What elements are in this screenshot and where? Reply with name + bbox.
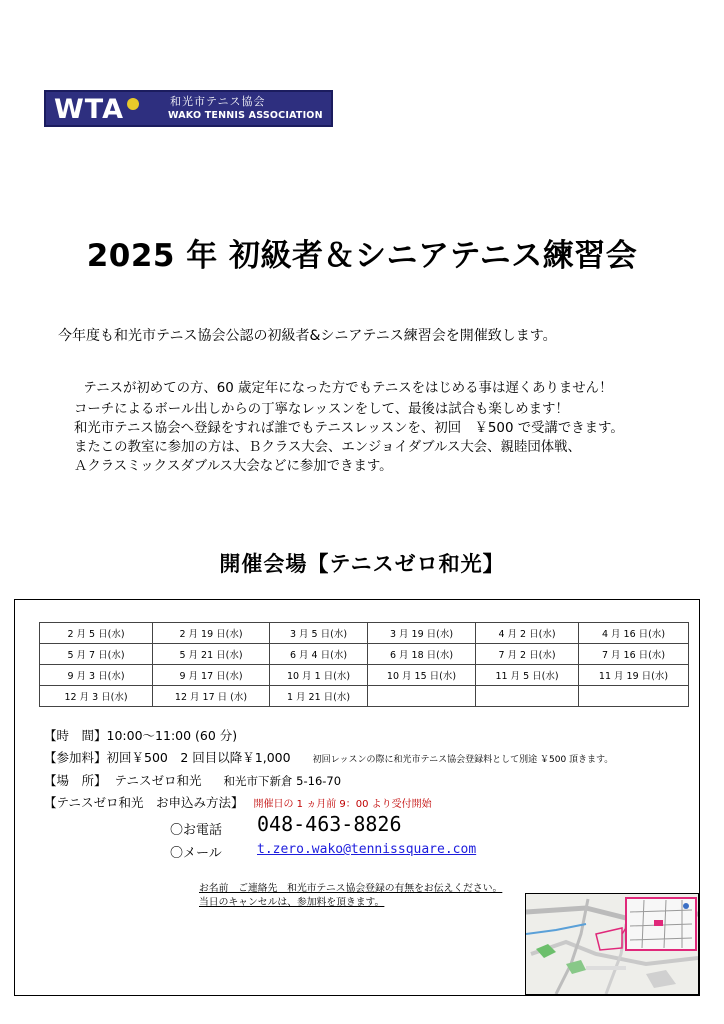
- phone-label: 〇お電話: [170, 823, 223, 838]
- schedule-date: 2 月 19 日(水): [153, 623, 270, 644]
- schedule-date: 7 月 2 日(水): [476, 644, 579, 665]
- fee-label: 【参加料】: [44, 750, 107, 765]
- table-row: [40, 686, 689, 707]
- time-row: [44, 726, 237, 744]
- apply-row: [44, 793, 432, 811]
- place-row: [44, 771, 341, 789]
- page-title: 2025 年 初級者＆シニアテニス練習会: [86, 238, 638, 274]
- note-line: お名前 ご連絡先 和光市テニス協会登録の有無をお伝えください。: [199, 883, 503, 894]
- fee-row: [44, 748, 613, 766]
- apply-label: 【テニスゼロ和光 お申込み方法】: [44, 795, 244, 810]
- description-line: Ａクラスミックスダブルス大会などに参加できます。: [74, 459, 393, 474]
- schedule-date: 7 月 16 日(水): [579, 644, 689, 665]
- schedule-date: 5 月 7 日(水): [40, 644, 153, 665]
- fee-note: 初回レッスンの際に和光市テニス協会登録料として別途 ￥500 頂きます。: [312, 755, 614, 765]
- schedule-date: 3 月 19 日(水): [368, 623, 476, 644]
- table-row: [40, 665, 689, 686]
- phone-number[interactable]: 048-463-8826: [257, 812, 402, 836]
- schedule-date: [579, 686, 689, 707]
- schedule-date: 4 月 16 日(水): [579, 623, 689, 644]
- schedule-date: 10 月 15 日(水): [368, 665, 476, 686]
- schedule-date: 4 月 2 日(水): [476, 623, 579, 644]
- schedule-table: [39, 622, 689, 707]
- schedule-date: 6 月 18 日(水): [368, 644, 476, 665]
- schedule-date: 9 月 17 日(水): [153, 665, 270, 686]
- schedule-date: 10 月 1 日(水): [270, 665, 368, 686]
- description-line: コーチによるボール出しからの丁寧なレッスンをして、最後は試合も楽しめます！: [74, 402, 569, 417]
- schedule-date: 12 月 17 日 (水): [153, 686, 270, 707]
- email-link[interactable]: t.zero.wako@tennissquare.com: [257, 842, 477, 857]
- schedule-date: 11 月 19 日(水): [579, 665, 689, 686]
- logo-en-name: WAKO TENNIS ASSOCIATION: [168, 110, 323, 121]
- schedule-date: 2 月 5 日(水): [40, 623, 153, 644]
- intro-text: 今年度も和光市テニス協会公認の初級者&シニアテニス練習会を開催致します。: [58, 328, 557, 344]
- time-value: 10:00～11:00 (60 分): [106, 728, 238, 743]
- place-value: テニスゼロ和光: [114, 773, 202, 788]
- schedule-date: 5 月 21 日(水): [153, 644, 270, 665]
- table-row: [40, 644, 689, 665]
- schedule-date: 9 月 3 日(水): [40, 665, 153, 686]
- schedule-date: 12 月 3 日(水): [40, 686, 153, 707]
- wta-logo: [44, 90, 333, 127]
- tennis-ball-icon: [127, 98, 139, 110]
- schedule-date: 11 月 5 日(水): [476, 665, 579, 686]
- schedule-date: 1 月 21 日(水): [270, 686, 368, 707]
- place-address: 和光市下新倉 5-16-70: [223, 774, 342, 788]
- map-image: [526, 894, 698, 994]
- schedule-date: 3 月 5 日(水): [270, 623, 368, 644]
- description-line: またこの教室に参加の方は、Ｂクラス大会、エンジョイダブルス大会、親睦団体戦、: [74, 440, 581, 455]
- schedule-date: [476, 686, 579, 707]
- access-map: [525, 893, 699, 995]
- logo-mark: WTA: [54, 94, 124, 125]
- table-row: [40, 623, 689, 644]
- apply-note: 開催日の 1 ヵ月前 9：00 より受付開始: [253, 799, 432, 810]
- fee-value: 初回￥500 2 回目以降￥1,000: [106, 750, 291, 765]
- schedule-date: 6 月 4 日(水): [270, 644, 368, 665]
- note-line: 当日のキャンセルは、参加料を頂きます。: [199, 897, 385, 908]
- place-label: 【場 所】: [44, 773, 107, 788]
- time-label: 【時 間】: [44, 728, 107, 743]
- schedule-date: [368, 686, 476, 707]
- venue-heading: 開催会場【テニスゼロ和光】: [219, 552, 505, 576]
- mail-label: 〇メール: [170, 846, 222, 861]
- description-line: 和光市テニス協会へ登録をすれば誰でもテニスレッスンを、初回 ￥500 で受講できます。: [74, 421, 624, 436]
- logo-jp-name: 和光市テニス協会: [170, 95, 266, 108]
- description-line: テニスが初めての方、60 歳定年になった方でもテニスをはじめる事は遅くありません！: [70, 381, 613, 396]
